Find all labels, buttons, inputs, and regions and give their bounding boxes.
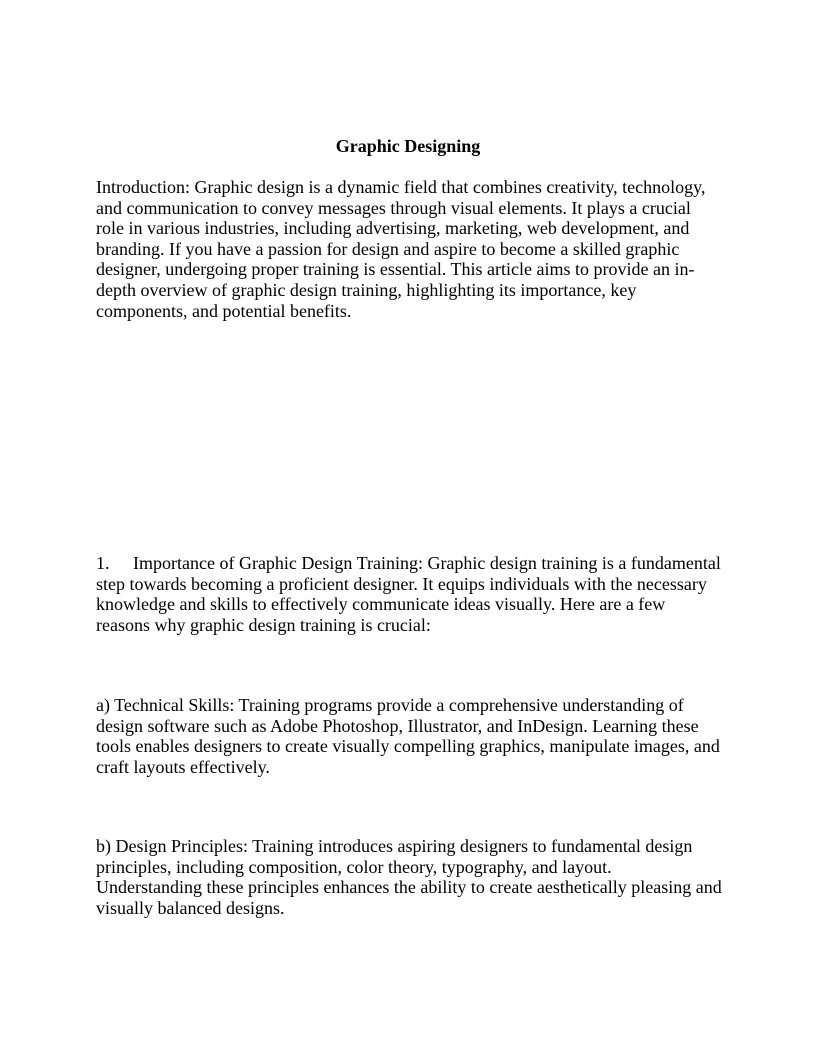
section-number: 1. bbox=[96, 553, 110, 573]
technical-skills-paragraph: a) Technical Skills: Training programs provide a comprehensive understanding of design software such as Adobe Photoshop, Illustrator, and InDesign. Learning these tools enables designers to create visually compelling graphics, manipulate images, and craft layouts effectively. bbox=[96, 695, 720, 777]
importance-text: Importance of Graphic Design Training: Graphic design training is a fundamental step towards becoming a proficient designer. It equips individuals with the necessary knowledge and skills to effectively communicate ideas visually. Here are a few reasons why graphic design training is crucial: bbox=[96, 553, 721, 635]
design-principles-paragraph: b) Design Principles: Training introduces aspiring designers to fundamental design principles, including composition, color theory, typography, and layout. Understanding these principles enhances the ability to create aesthetically pleasing and visually balanced designs. bbox=[96, 836, 722, 918]
intro-paragraph: Introduction: Graphic design is a dynamic field that combines creativity, technology, and communication to convey messages through visual elements. It plays a crucial role in various industries, including advertising, marketing, web development, and branding. If you have a passion for design and aspire to become a skilled graphic designer, undergoing proper training is essential. This article aims to provide an in-depth overview of graphic design training, highlighting its importance, key components, and potential benefits. bbox=[96, 177, 706, 321]
document-title: Graphic Designing bbox=[335, 136, 481, 156]
importance-paragraph bbox=[96, 553, 722, 635]
